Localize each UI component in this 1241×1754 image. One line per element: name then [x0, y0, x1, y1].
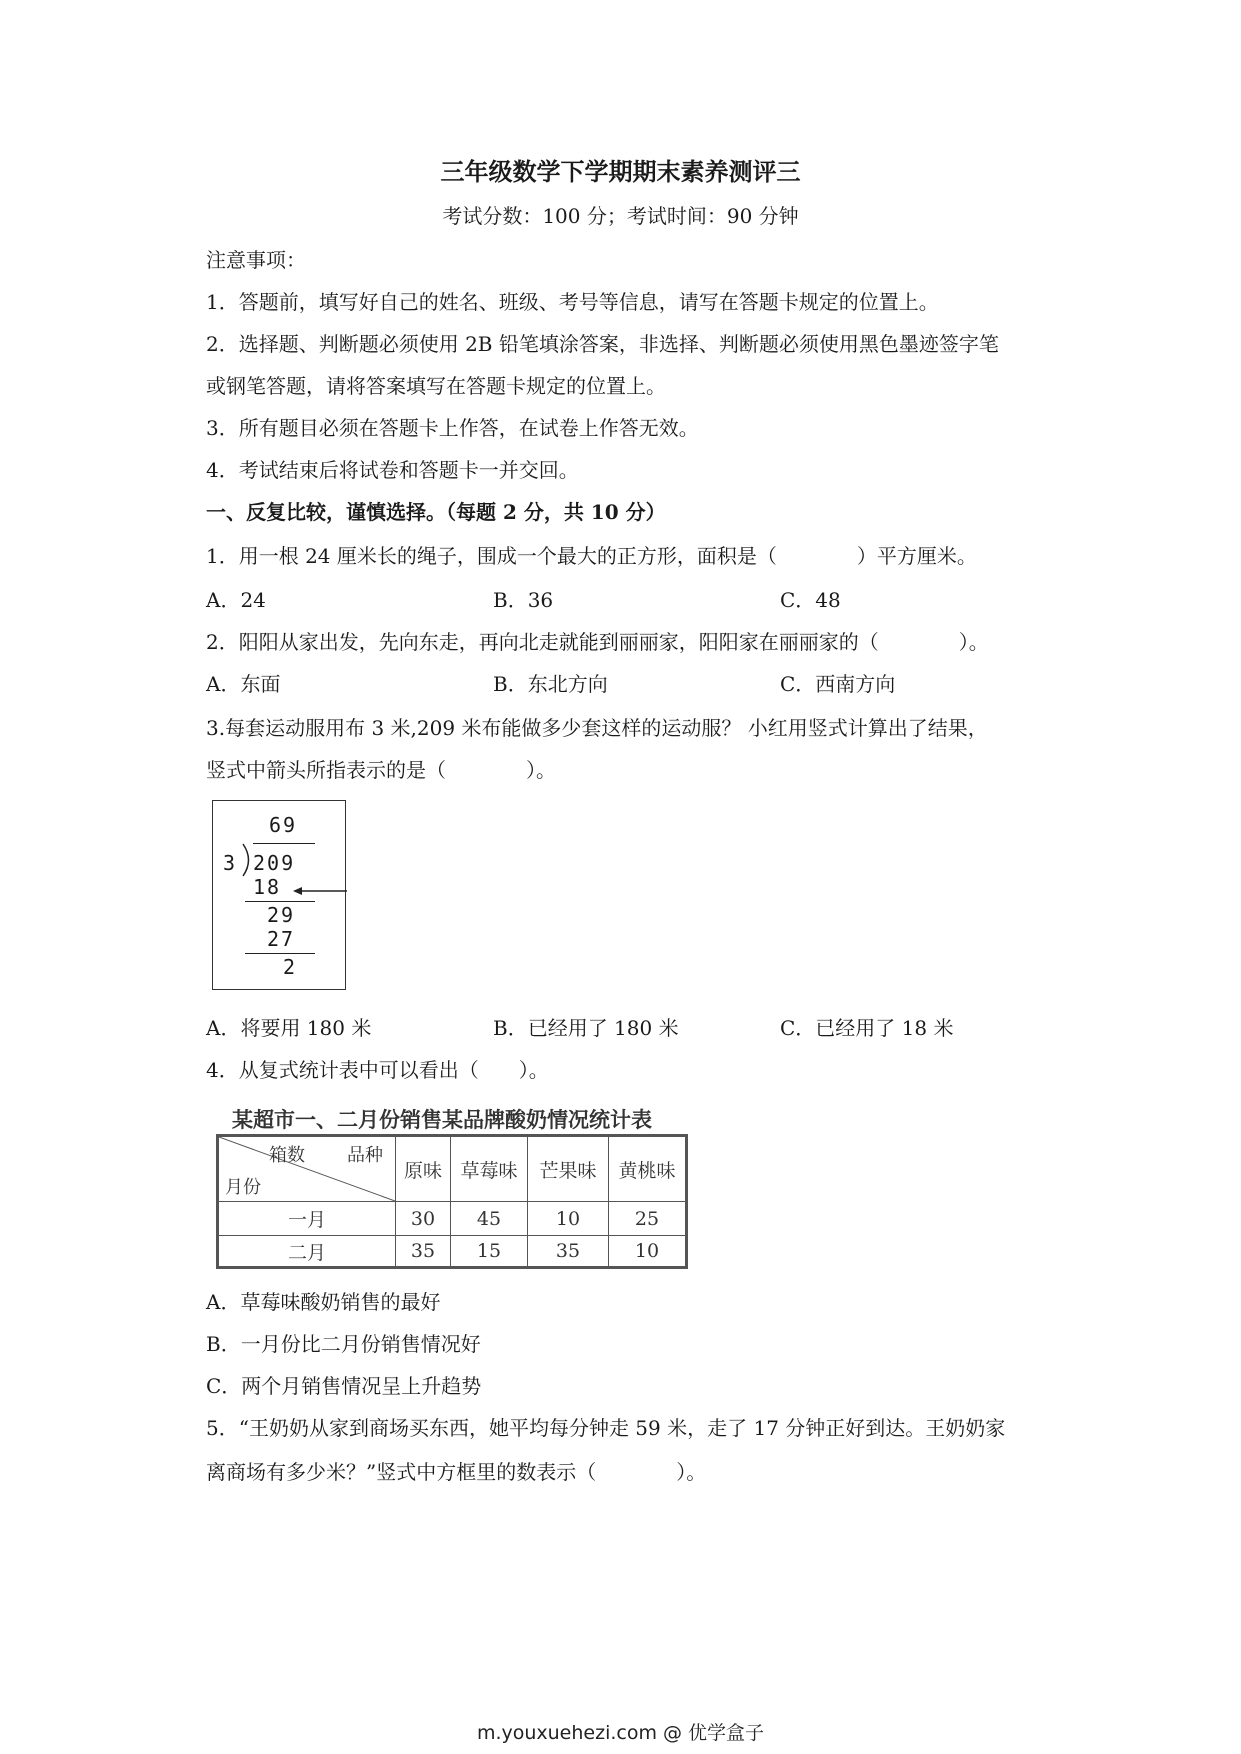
footer-watermark: m.youxuehezi.com @ 优学盒子	[476, 1722, 765, 1744]
division-line	[245, 953, 315, 954]
long-division-figure	[212, 800, 346, 990]
q1-option-a: A．24	[206, 588, 266, 612]
division-line	[245, 901, 315, 902]
table-cell: 35	[528, 1236, 609, 1268]
corner-label-month: 月份	[225, 1177, 261, 1198]
q1-option-c: C．48	[780, 588, 841, 612]
question-2-text: 2．阳阳从家出发，先向东走，再向北走就能到丽丽家，阳阳家在丽丽家的（ ）。	[206, 630, 989, 654]
division-step-1: 18	[253, 875, 282, 899]
arrow-icon	[293, 885, 347, 897]
column-header: 黄桃味	[609, 1136, 687, 1202]
column-header: 原味	[396, 1136, 451, 1202]
q3-option-c: C．已经用了 18 米	[780, 1016, 954, 1040]
table-cell: 35	[396, 1236, 451, 1268]
table-cell: 30	[396, 1202, 451, 1236]
column-header: 草莓味	[451, 1136, 528, 1202]
q1-option-b: B．36	[493, 588, 554, 612]
stats-table	[216, 1134, 688, 1269]
exam-info: 考试分数：100 分；考试时间：90 分钟	[442, 204, 799, 228]
table-row	[218, 1202, 687, 1236]
notice-item: 2．选择题、判断题必须使用 2B 铅笔填涂答案，非选择、判断题必须使用黑色墨迹签字笔	[206, 332, 999, 356]
q3-option-b: B．已经用了 180 米	[493, 1016, 679, 1040]
table-cell: 15	[451, 1236, 528, 1268]
division-remainder: 2	[283, 955, 298, 979]
division-divisor: 3	[223, 851, 238, 875]
corner-label-flavor: 品种	[347, 1145, 383, 1166]
q3-option-a: A．将要用 180 米	[206, 1016, 372, 1040]
stats-table-title: 某超市一、二月份销售某品牌酸奶情况统计表	[232, 1108, 652, 1132]
q2-option-a: A．东面	[206, 672, 281, 696]
row-label: 一月	[218, 1202, 396, 1236]
division-step-2: 29	[267, 903, 296, 927]
notice-item: 3．所有题目必须在答题卡上作答，在试卷上作答无效。	[206, 416, 699, 440]
notice-item: 4．考试结束后将试卷和答题卡一并交回。	[206, 458, 579, 482]
row-label: 二月	[218, 1236, 396, 1268]
question-3-text: 3.每套运动服用布 3 米,209 米布能做多少套这样的运动服？ 小红用竖式计算出了结果，	[206, 716, 988, 740]
column-header: 芒果味	[528, 1136, 609, 1202]
question-5-text: 5．“王奶奶从家到商场买东西，她平均每分钟走 59 米，走了 17 分钟正好到达。王奶奶家	[206, 1416, 1006, 1440]
q2-option-b: B．东北方向	[493, 672, 608, 696]
division-step-3: 27	[267, 927, 296, 951]
q4-option-b: B．一月份比二月份销售情况好	[206, 1332, 481, 1356]
question-5-text-cont: 离商场有多少米？”竖式中方框里的数表示（ ）。	[206, 1460, 707, 1484]
question-3-text-cont: 竖式中箭头所指表示的是（ ）。	[206, 758, 556, 782]
division-bar	[253, 843, 315, 844]
page-title: 三年级数学下学期期末素养测评三	[440, 157, 801, 186]
question-4-text: 4．从复式统计表中可以看出（ ）。	[206, 1058, 549, 1082]
q4-option-a: A．草莓味酸奶销售的最好	[206, 1290, 441, 1314]
division-dividend: 209	[253, 851, 296, 875]
table-cell: 10	[609, 1236, 687, 1268]
notice-heading: 注意事项：	[206, 248, 306, 272]
notice-item: 1．答题前，填写好自己的姓名、班级、考号等信息，请写在答题卡规定的位置上。	[206, 290, 939, 314]
table-row	[218, 1236, 687, 1268]
table-corner-header	[218, 1136, 396, 1202]
corner-label-boxes: 箱数	[269, 1145, 305, 1166]
question-1-text: 1．用一根 24 厘米长的绳子，围成一个最大的正方形，面积是（ ）平方厘米。	[206, 544, 977, 568]
table-cell: 10	[528, 1202, 609, 1236]
table-cell: 45	[451, 1202, 528, 1236]
table-cell: 25	[609, 1202, 687, 1236]
notice-item: 或钢笔答题，请将答案填写在答题卡规定的位置上。	[206, 374, 666, 398]
division-quotient: 69	[269, 813, 298, 837]
q4-option-c: C．两个月销售情况呈上升趋势	[206, 1374, 482, 1398]
section-heading: 一、反复比较，谨慎选择。（每题 2 分，共 10 分）	[206, 500, 666, 524]
q2-option-c: C．西南方向	[780, 672, 896, 696]
